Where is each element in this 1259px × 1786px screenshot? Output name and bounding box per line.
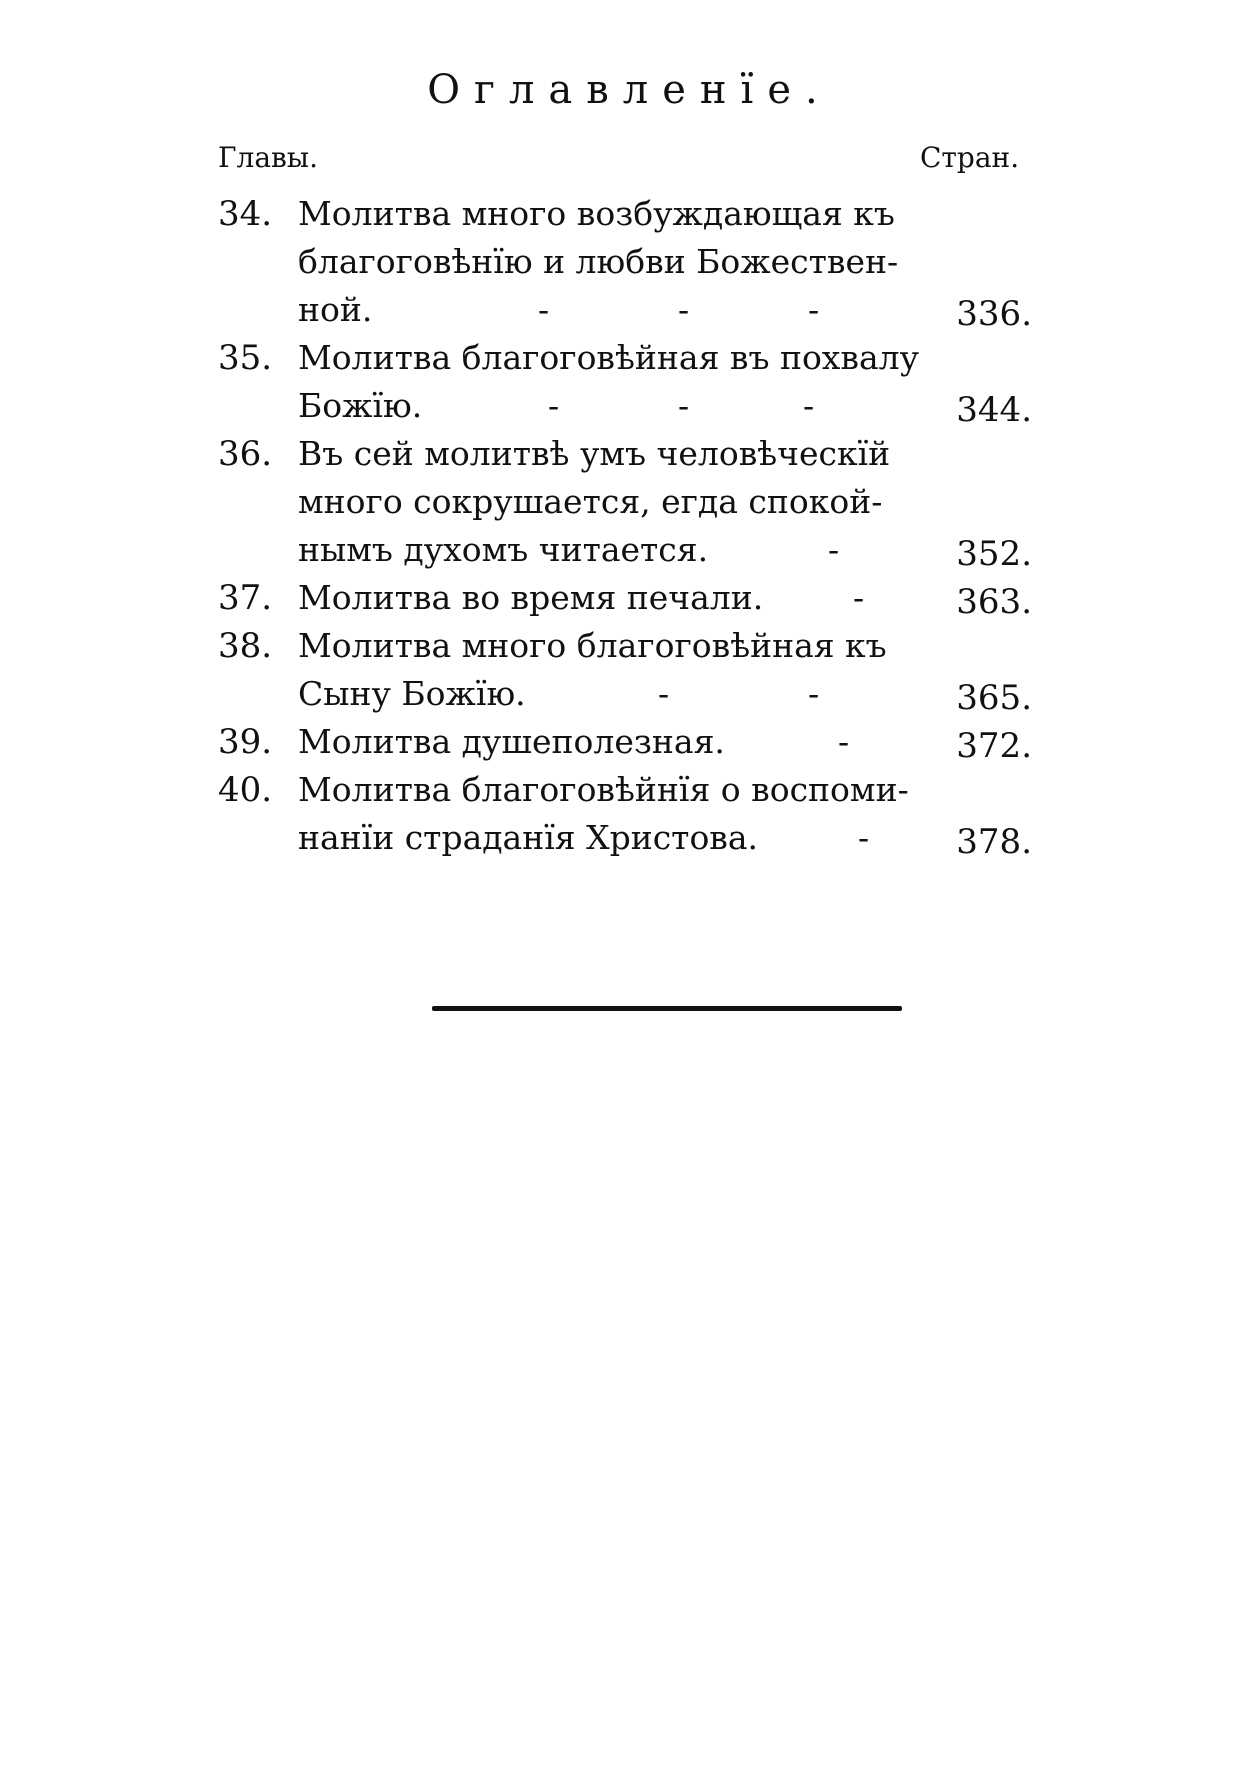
chapter-number: 36. <box>218 434 273 474</box>
entry-line <box>298 478 1032 526</box>
entry-line <box>298 814 1032 862</box>
leader-dash: - <box>678 290 690 329</box>
entry-text: Божïю. <box>298 386 423 425</box>
leader-dash: - <box>538 290 550 329</box>
leader-dash: - <box>808 290 820 329</box>
entry-text: Молитва благоговѣйнïя о воспоми- <box>298 770 909 809</box>
entry-line <box>298 430 1032 478</box>
toc-entry <box>218 574 1032 622</box>
entry-text: много сокрушается, егда спокой- <box>298 482 883 521</box>
toc-entry <box>218 622 1032 718</box>
horizontal-rule <box>432 1006 902 1011</box>
entry-line <box>298 238 1032 286</box>
entry-text: нымъ духомъ читается. <box>298 530 709 569</box>
toc-entry <box>218 430 1032 574</box>
page-number: 336. <box>956 294 1032 334</box>
chapter-number: 34. <box>218 194 273 234</box>
page-number: 372. <box>956 726 1032 766</box>
page-number: 344. <box>956 390 1032 430</box>
chapter-number: 35. <box>218 338 273 378</box>
page-number: 352. <box>956 534 1032 574</box>
entry-text: ной. <box>298 290 373 329</box>
chapter-number: 37. <box>218 578 273 618</box>
toc-entry <box>218 334 1032 430</box>
leader-dash: - <box>658 674 670 713</box>
leader-dash: - <box>828 530 840 569</box>
leader-dash: - <box>858 818 870 857</box>
page-number: 365. <box>956 678 1032 718</box>
entry-text: Молитва во время печали. <box>298 578 764 617</box>
entry-text: Сыну Божïю. <box>298 674 526 713</box>
entry-line <box>298 286 1032 334</box>
leader-dash: - <box>803 386 815 425</box>
chapter-number: 38. <box>218 626 273 666</box>
entry-text: благоговѣнïю и любви Божествен- <box>298 242 899 281</box>
leader-dash: - <box>853 578 865 617</box>
entry-line <box>298 718 1032 766</box>
toc-entry <box>218 766 1032 862</box>
entry-line <box>298 766 1032 814</box>
toc-entry <box>218 190 1032 334</box>
entry-line <box>298 670 1032 718</box>
entry-text: Молитва благоговѣйная въ похвалу <box>298 338 920 377</box>
toc-entry <box>218 718 1032 766</box>
page-number: 363. <box>956 582 1032 622</box>
entry-line <box>298 526 1032 574</box>
pages-column-header: Стран. <box>920 141 1020 174</box>
entry-line <box>298 382 1032 430</box>
entry-text: Молитва много возбуждающая къ <box>298 194 895 233</box>
chapter-number: 39. <box>218 722 273 762</box>
entry-text: Молитва душеполезная. <box>298 722 725 761</box>
entry-text: Въ сей молитвѣ умъ человѣческïй <box>298 434 891 473</box>
entry-line <box>298 574 1032 622</box>
leader-dash: - <box>678 386 690 425</box>
chapters-column-header: Главы. <box>218 141 318 174</box>
entry-text: нанïи страданïя Христова. <box>298 818 759 857</box>
entry-line <box>298 622 1032 670</box>
leader-dash: - <box>838 722 850 761</box>
page-number: 378. <box>956 822 1032 862</box>
table-of-contents <box>218 190 1032 862</box>
leader-dash: - <box>808 674 820 713</box>
entry-text: Молитва много благоговѣйная къ <box>298 626 887 665</box>
entry-line <box>298 334 1032 382</box>
leader-dash: - <box>548 386 560 425</box>
entry-line <box>298 190 1032 238</box>
chapter-number: 40. <box>218 770 273 810</box>
page-title: Оглавленïе. <box>427 67 832 113</box>
